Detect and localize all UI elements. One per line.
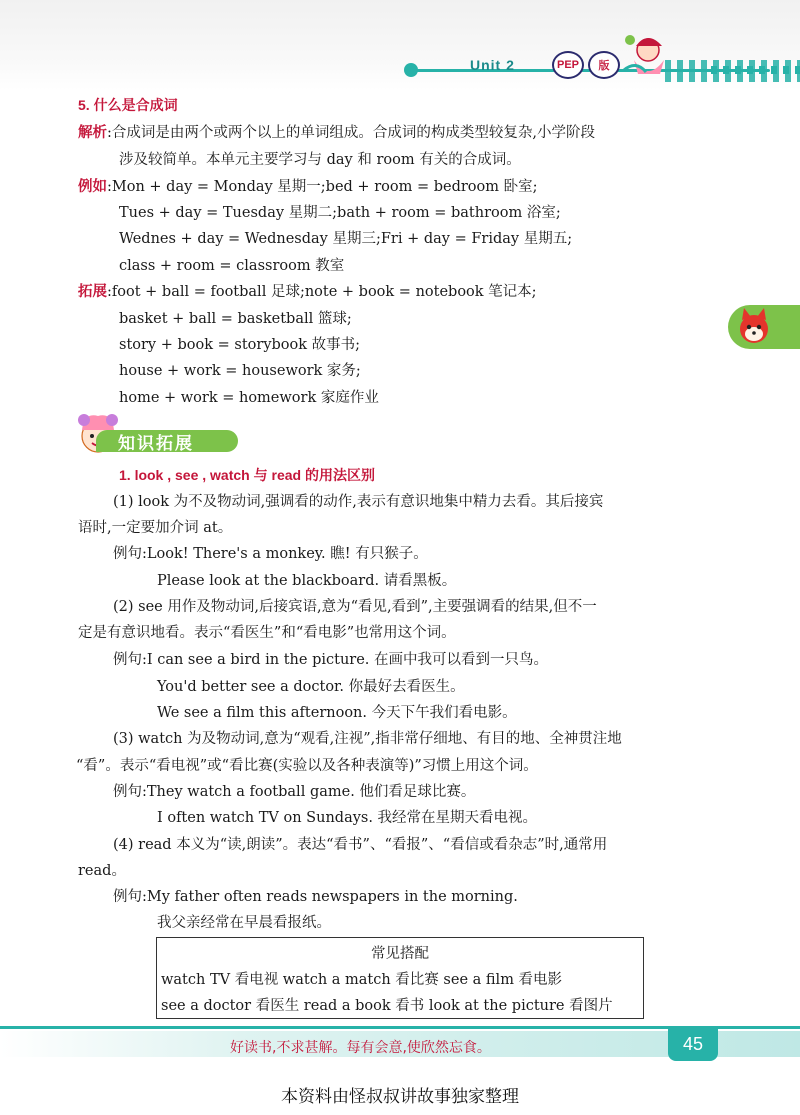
example-label: 例如 [78, 179, 107, 195]
example-sentence: Please look at the blackboard. 请看黑板。 [157, 573, 457, 589]
pep-badge: PEP [552, 51, 584, 79]
table-row: watch TV 看电视 watch a match 看比赛 see a film 看电影 [161, 972, 563, 988]
analysis-text: :合成词是由两个或两个以上的单词组成。合成词的构成类型较复杂,小学阶段 [107, 125, 595, 141]
unit-label: Unit 2 [470, 57, 515, 73]
example-line: class + room = classroom 教室 [119, 258, 345, 274]
extend-line: house + work = housework 家务; [119, 363, 361, 379]
extend-label: 拓展 [78, 284, 107, 300]
footer-motto: 好读书,不求甚解。每有会意,使欣然忘食。 [230, 1040, 491, 1056]
analysis-row [78, 123, 595, 143]
page-number: 45 [668, 1027, 718, 1061]
mascot-fox-icon [734, 308, 774, 348]
extend-line: :foot + ball = football 足球;note + book = notebook 笔记本; [107, 284, 537, 300]
body-line: (4) read 本义为“读,朗读”。表达“看书”、“看报”、“看信或看杂志”时,通常用 [113, 837, 608, 853]
table-row: see a doctor 看医生 read a book 看书 look at the picture 看图片 [161, 998, 613, 1014]
banner-title: 知识拓展 [118, 434, 194, 454]
body-line: 语时,一定要加介词 at。 [78, 520, 233, 536]
body-line: “看”。表示“看电视”或“看比赛(实验以及各种表演等)”习惯上用这个词。 [76, 758, 538, 774]
body-line: (3) watch 为及物动词,意为“观看,注视”,指非常仔细地、有目的地、全神贯注地 [113, 731, 622, 747]
example-sentence: You'd better see a doctor. 你最好去看医生。 [157, 679, 465, 695]
subsection-heading: 1. look , see , watch 与 read 的用法区别 [119, 467, 375, 483]
analysis-label: 解析 [78, 125, 107, 141]
example-sentence: 例句:Look! There's a monkey. 瞧! 有只猴子。 [113, 546, 428, 562]
example-row [78, 177, 537, 197]
extend-line: basket + ball = basketball 篮球; [119, 311, 352, 327]
extend-line: story + book = storybook 故事书; [119, 337, 361, 353]
example-sentence: 我父亲经常在早晨看报纸。 [157, 915, 331, 931]
example-line: Wednes + day = Wednesday 星期三;Fri + day = Friday 星期五; [119, 231, 573, 247]
body-line: read。 [78, 863, 126, 879]
example-sentence: I often watch TV on Sundays. 我经常在星期天看电视。 [157, 810, 538, 826]
table-title: 常见搭配 [371, 946, 429, 962]
body-line: (2) see 用作及物动词,后接宾语,意为“看见,看到”,主要强调看的结果,但不一 [113, 599, 597, 615]
source-note: 本资料由怪叔叔讲故事独家整理 [281, 1087, 519, 1107]
example-line: :Mon + day = Monday 星期一;bed + room = bedroom 卧室; [107, 179, 538, 195]
header-checker-pattern-2 [705, 66, 800, 74]
body-line: 定是有意识地看。表示“看医生”和“看电影”也常用这个词。 [78, 625, 456, 641]
example-sentence: We see a film this afternoon. 今天下午我们看电影。 [157, 705, 517, 721]
collocation-table [156, 937, 644, 1019]
example-sentence: 例句:They watch a football game. 他们看足球比赛。 [113, 784, 476, 800]
edition-badge: 版 [588, 51, 620, 79]
body-line: (1) look 为不及物动词,强调看的动作,表示有意识地集中精力去看。其后接宾 [113, 494, 604, 510]
example-sentence: 例句:My father often reads newspapers in the morning. [113, 889, 518, 905]
analysis-text-2: 涉及较简单。本单元主要学习与 day 和 room 有关的合成词。 [119, 152, 521, 168]
example-sentence: 例句:I can see a bird in the picture. 在画中我可以看到一只鸟。 [113, 652, 549, 668]
example-line: Tues + day = Tuesday 星期二;bath + room = bathroom 浴室; [119, 205, 561, 221]
extend-line: home + work = homework 家庭作业 [119, 390, 379, 406]
extend-row [78, 282, 537, 302]
section-heading: 5. 什么是合成词 [78, 97, 178, 113]
